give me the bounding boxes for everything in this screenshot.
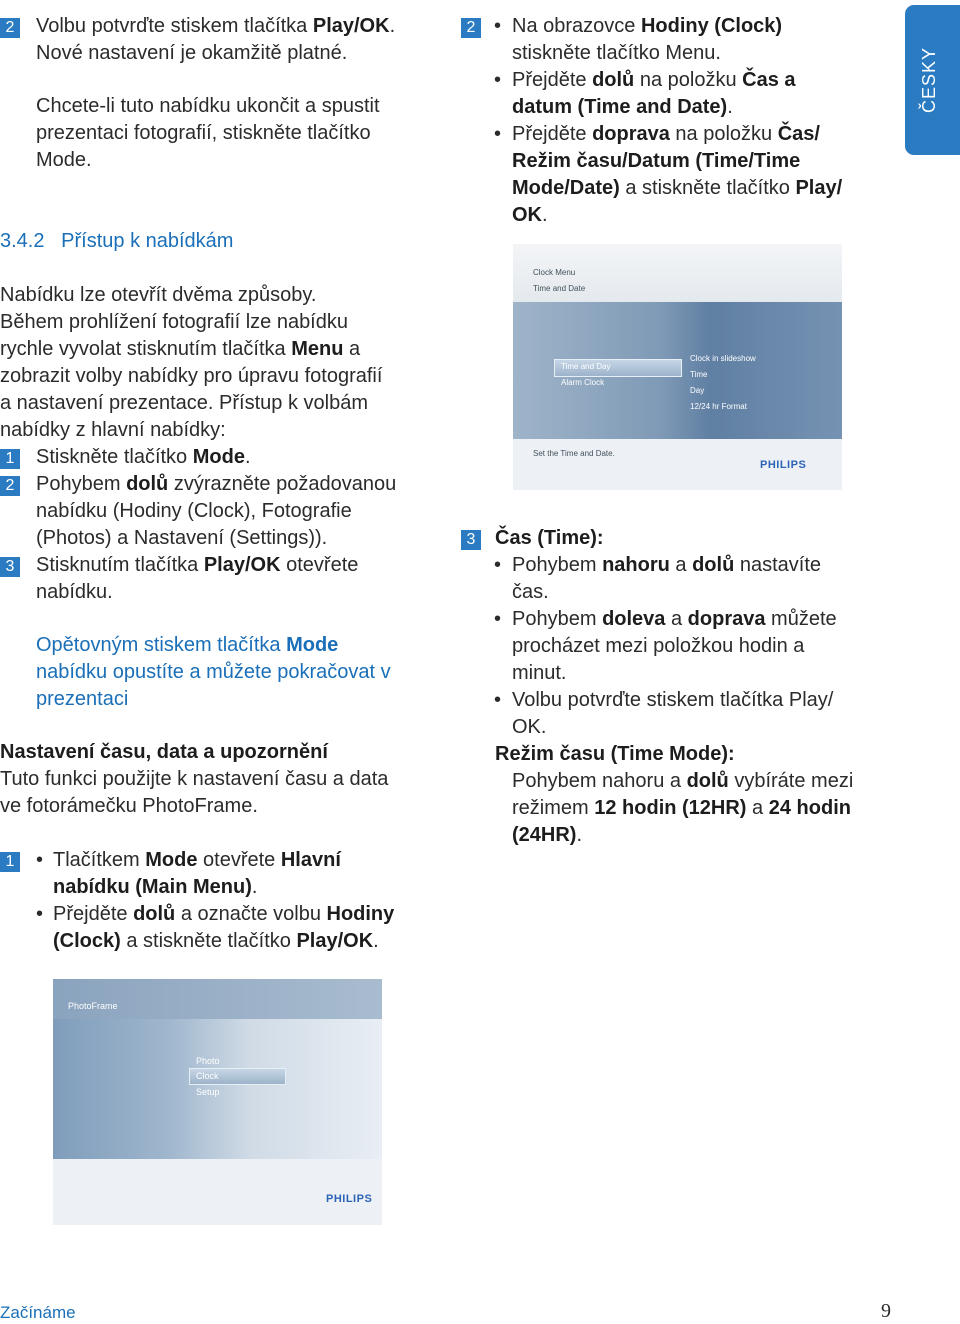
right-bullet-3-line-2: Režim času/Datum (Time/Time: [512, 150, 801, 172]
sub-item-clock-in-slideshow: Clock in slideshow: [690, 354, 756, 363]
intro-line-2: Během prohlížení fotografií lze nabídku: [0, 311, 348, 333]
clock-help-text: Set the Time and Date.: [533, 449, 615, 458]
step-number-2: 2: [0, 18, 20, 38]
sub-item-time: Time: [690, 370, 708, 379]
step-2b-line-1: Pohybem dolů zvýrazněte požadovanou: [36, 473, 397, 495]
subsection-heading: Nastavení času, data a upozornění: [0, 741, 328, 763]
section-heading: 3.4.2 Přístup k nabídkám: [0, 230, 234, 252]
step-1-text: Stiskněte tlačítko Mode.: [36, 446, 251, 468]
menu-item-alarm-clock: Alarm Clock: [561, 378, 605, 387]
step-number-1: 1: [0, 449, 20, 469]
bullet-2-line-1: Přejděte dolů a označte volbu Hodiny: [53, 903, 395, 925]
philips-logo: PHILIPS: [760, 459, 807, 471]
subsection-line-1: Tuto funkci použijte k nastavení času a data: [0, 768, 389, 790]
step-2-line-1: Volbu potvrďte stiskem tlačítka Play/OK.: [36, 15, 396, 37]
menu-item-photo: Photo: [196, 1056, 220, 1066]
mode-para-line-1: Opětovným stiskem tlačítka Mode: [36, 634, 339, 656]
right-bullet-3-line-1: Přejděte doprava na položku Čas/: [512, 123, 820, 145]
menu-item-time-and-day: Time and Day: [561, 362, 611, 371]
time-mode-line-1: Pohybem nahoru a dolů vybíráte mezi: [512, 770, 854, 792]
bullet: •: [494, 689, 502, 711]
time-bullet-3-line-2: OK.: [512, 716, 547, 738]
right-bullet-2-line-2: datum (Time and Date).: [512, 96, 733, 118]
time-mode-heading: Režim času (Time Mode):: [495, 743, 735, 765]
right-bullet-2-line-1: Přejděte dolů na položku Čas a: [512, 69, 796, 91]
clock-menu-subtitle: Time and Date: [533, 284, 586, 293]
bullet-1-line-2: nabídku (Main Menu).: [53, 876, 258, 898]
bullet-1-line-1: Tlačítkem Mode otevřete Hlavní: [53, 849, 341, 871]
right-bullet-3-line-3: Mode/Date) a stiskněte tlačítko Play/: [512, 177, 843, 199]
bullet-2-line-2: (Clock) a stiskněte tlačítko Play/OK.: [53, 930, 379, 952]
step-2-line-2: Nové nastavení je okamžitě platné.: [36, 42, 348, 64]
time-bullet-1-line-2: čas.: [512, 581, 549, 603]
step-2b-line-3: (Photos) a Nastavení (Settings)).: [36, 527, 328, 549]
sub-item-12-24-format: 12/24 hr Format: [690, 402, 747, 411]
main-menu-screenshot: [53, 979, 382, 1225]
time-bullet-2-line-1: Pohybem doleva a doprava můžete: [512, 608, 837, 630]
intro-line-4: zobrazit volby nabídky pro úpravu fotografií: [0, 365, 383, 387]
right-step-number-2: 2: [461, 18, 481, 38]
mode-para-line-3: prezentaci: [36, 688, 129, 710]
step-3-line-1: Stisknutím tlačítka Play/OK otevřete: [36, 554, 359, 576]
exit-para-line-3: Mode.: [36, 149, 92, 171]
bullet: •: [494, 554, 502, 576]
footer-section: Začínáme: [0, 1303, 76, 1322]
intro-line-5: a nastavení prezentace. Přístup k volbám: [0, 392, 368, 414]
step-number-3: 3: [0, 557, 20, 577]
intro-line-1: Nabídku lze otevřít dvěma způsoby.: [0, 284, 317, 306]
time-mode-line-3: (24HR).: [512, 824, 583, 846]
time-heading: Čas (Time):: [495, 527, 604, 549]
time-bullet-2-line-3: minut.: [512, 662, 567, 684]
photoframe-title: PhotoFrame: [68, 1001, 118, 1011]
bullet: •: [494, 69, 502, 91]
right-bullet-1-line-1: Na obrazovce Hodiny (Clock): [512, 15, 783, 37]
step-number-1b: 1: [0, 852, 20, 872]
time-bullet-1-line-1: Pohybem nahoru a dolů nastavíte: [512, 554, 822, 576]
clock-menu-title: Clock Menu: [533, 268, 576, 277]
time-bullet-2-line-2: procházet mezi položkou hodin a: [512, 635, 805, 657]
page-number: 9: [881, 1300, 891, 1322]
step-2b-line-2: nabídku (Hodiny (Clock), Fotografie: [36, 500, 352, 522]
bullet: •: [494, 123, 502, 145]
step-number-2b: 2: [0, 476, 20, 496]
right-bullet-1-line-2: stiskněte tlačítko Menu.: [512, 42, 721, 64]
language-tab: [905, 5, 960, 155]
menu-item-setup: Setup: [196, 1087, 220, 1097]
mode-para-line-2: nabídku opustíte a můžete pokračovat v: [36, 661, 391, 683]
right-step-number-3: 3: [461, 530, 481, 550]
menu-item-clock: Clock: [196, 1071, 219, 1081]
time-bullet-3-line-1: Volbu potvrďte stiskem tlačítka Play/: [512, 689, 834, 711]
intro-line-3: rychle vyvolat stisknutím tlačítka Menu a: [0, 338, 361, 360]
time-mode-line-2: režimem 12 hodin (12HR) a 24 hodin: [512, 797, 851, 819]
right-bullet-3-line-4: OK.: [512, 204, 548, 226]
exit-para-line-2: prezentaci fotografií, stiskněte tlačítko: [36, 122, 371, 144]
language-tab-label: ČESKY: [919, 46, 939, 113]
clock-menu-screenshot: [513, 244, 842, 490]
bullet: •: [494, 15, 502, 37]
bullet: •: [494, 608, 502, 630]
intro-line-6: nabídky z hlavní nabídky:: [0, 419, 226, 441]
sub-item-day: Day: [690, 386, 705, 395]
bullet: •: [36, 903, 44, 925]
bullet: •: [36, 849, 44, 871]
step-3-line-2: nabídku.: [36, 581, 113, 603]
philips-logo: PHILIPS: [326, 1193, 373, 1205]
subsection-line-2: ve fotorámečku PhotoFrame.: [0, 795, 258, 817]
exit-para-line-1: Chcete-li tuto nabídku ukončit a spustit: [36, 95, 380, 117]
